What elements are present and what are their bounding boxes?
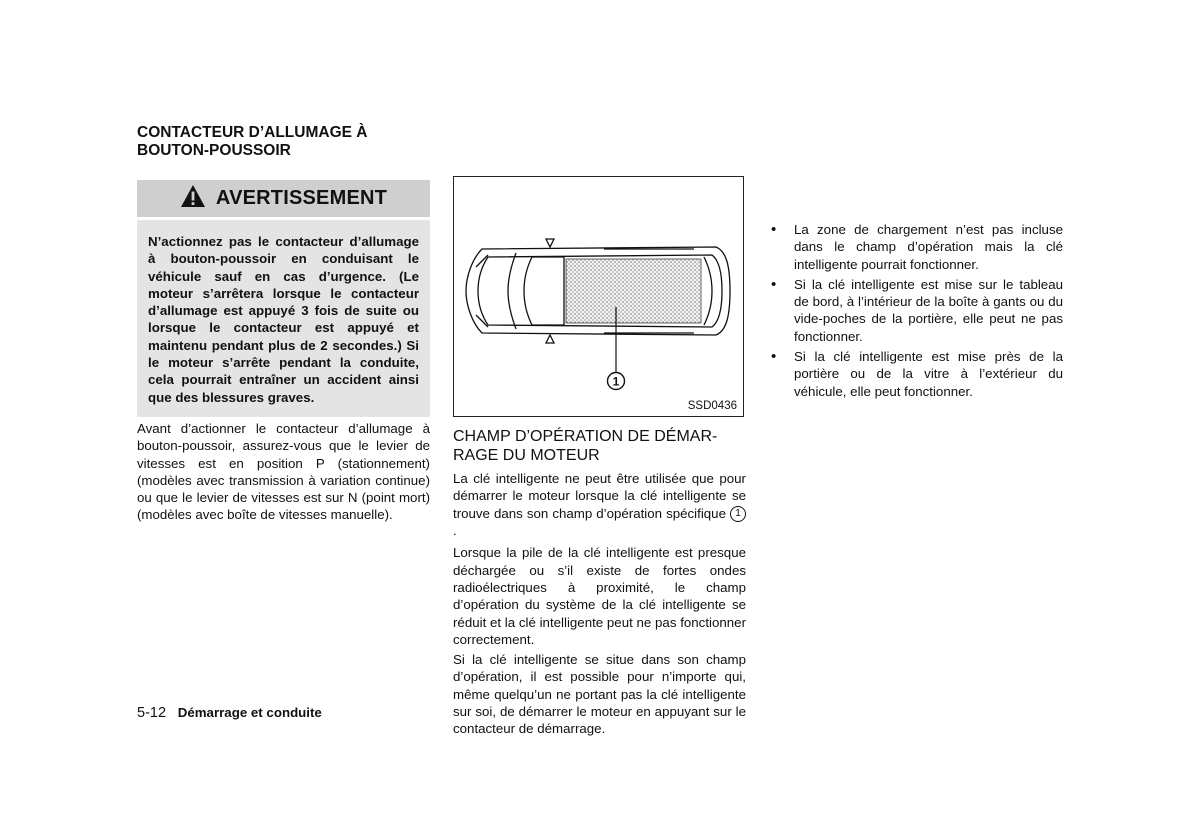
section-title <box>137 124 437 160</box>
champ-heading <box>453 427 745 465</box>
vehicle-range-figure <box>453 176 744 417</box>
bullet-item: • Si la clé intelligente est mise sur le tableau de bord, à l’intérieur de la boîte à gants ou du vide-poches de la portière, elle peut ne pas fonctionner. <box>770 276 1063 345</box>
warning-text: N’actionnez pas le contacteur d’allumage à bouton-poussoir en conduisant le véhicule sauf en cas d’urgence. (Le moteur s’arrêtera lorsque le contacteur d’allumage est appuyé 3 fois de suite ou lorsque le contacteur est appuyé et maintenu pendant plus de 2 secondes.) Si le moteur s’arrête pendant la conduite, cela pourrait entraîner un accident ainsi que des blessures graves. <box>137 220 430 417</box>
page-footer <box>137 705 322 721</box>
page-number: 5-12 <box>137 705 167 721</box>
champ-paragraph-2: Lorsque la pile de la clé intelligente est presque déchargée ou s’il existe de fortes ondes radioélectriques à proximité, le champ d’opération du système de la clé intelligente se réduit et la clé intelligente peut ne pas fonctionner correctement. <box>453 545 746 647</box>
warning-box <box>137 180 430 417</box>
operating-range-area <box>566 259 701 323</box>
warning-header <box>137 180 430 217</box>
champ-p1-text: La clé intelligente ne peut être utilisée que pour démarrer le moteur lorsque la clé intelligente se trouve dans son champ d’opération spécifique <box>453 471 746 521</box>
champ-heading-line1: CHAMP D’OPÉRATION DE DÉMAR- <box>453 428 718 445</box>
section-title-line1: CONTACTEUR D’ALLUMAGE À <box>137 124 368 141</box>
chapter-title: Démarrage et conduite <box>177 705 322 720</box>
champ-column <box>453 470 746 648</box>
champ-paragraph-1 <box>453 470 746 539</box>
champ-paragraph-3: Si la clé intelligente se situe dans son champ d’opération, il est possible pour n’importe qui, même quelqu’un ne portant pas la clé intelligente sur soi, de démarrer le moteur en appuyant sur le contacteur de démarrage. <box>453 652 746 737</box>
intro-paragraph: Avant d’actionner le contacteur d’allumage à bouton-poussoir, assurez-vous que le levier de vitesses est en position P (stationnement) (modèles avec transmission à variation continue) ou que le levier de vitesses est sur N (point mort) (modèles avec boîte de vitesses manuelle). <box>137 421 430 523</box>
vehicle-top-view-illustration <box>454 177 743 416</box>
callout-label: 1 <box>612 374 620 389</box>
figure-code: SSD0436 <box>687 400 737 412</box>
champ-p1-end: . <box>453 523 457 539</box>
bullet-item: • Si la clé intelligente est mise près de la portière ou de la vitre à l’extérieur du véhicule, elle peut fonctionner. <box>770 348 1063 400</box>
champ-heading-line2: RAGE DU MOTEUR <box>453 447 600 464</box>
bullet-list <box>770 221 1063 400</box>
warning-label: AVERTISSEMENT <box>215 187 388 209</box>
section-title-line2: BOUTON-POUSSOIR <box>137 142 291 159</box>
bullet-item: • La zone de chargement n’est pas incluse dans le champ d’opération mais la clé intelligente pourrait fonctionner. <box>770 221 1063 273</box>
warning-triangle-icon <box>180 184 206 213</box>
callout-ref: 1 <box>730 506 746 522</box>
